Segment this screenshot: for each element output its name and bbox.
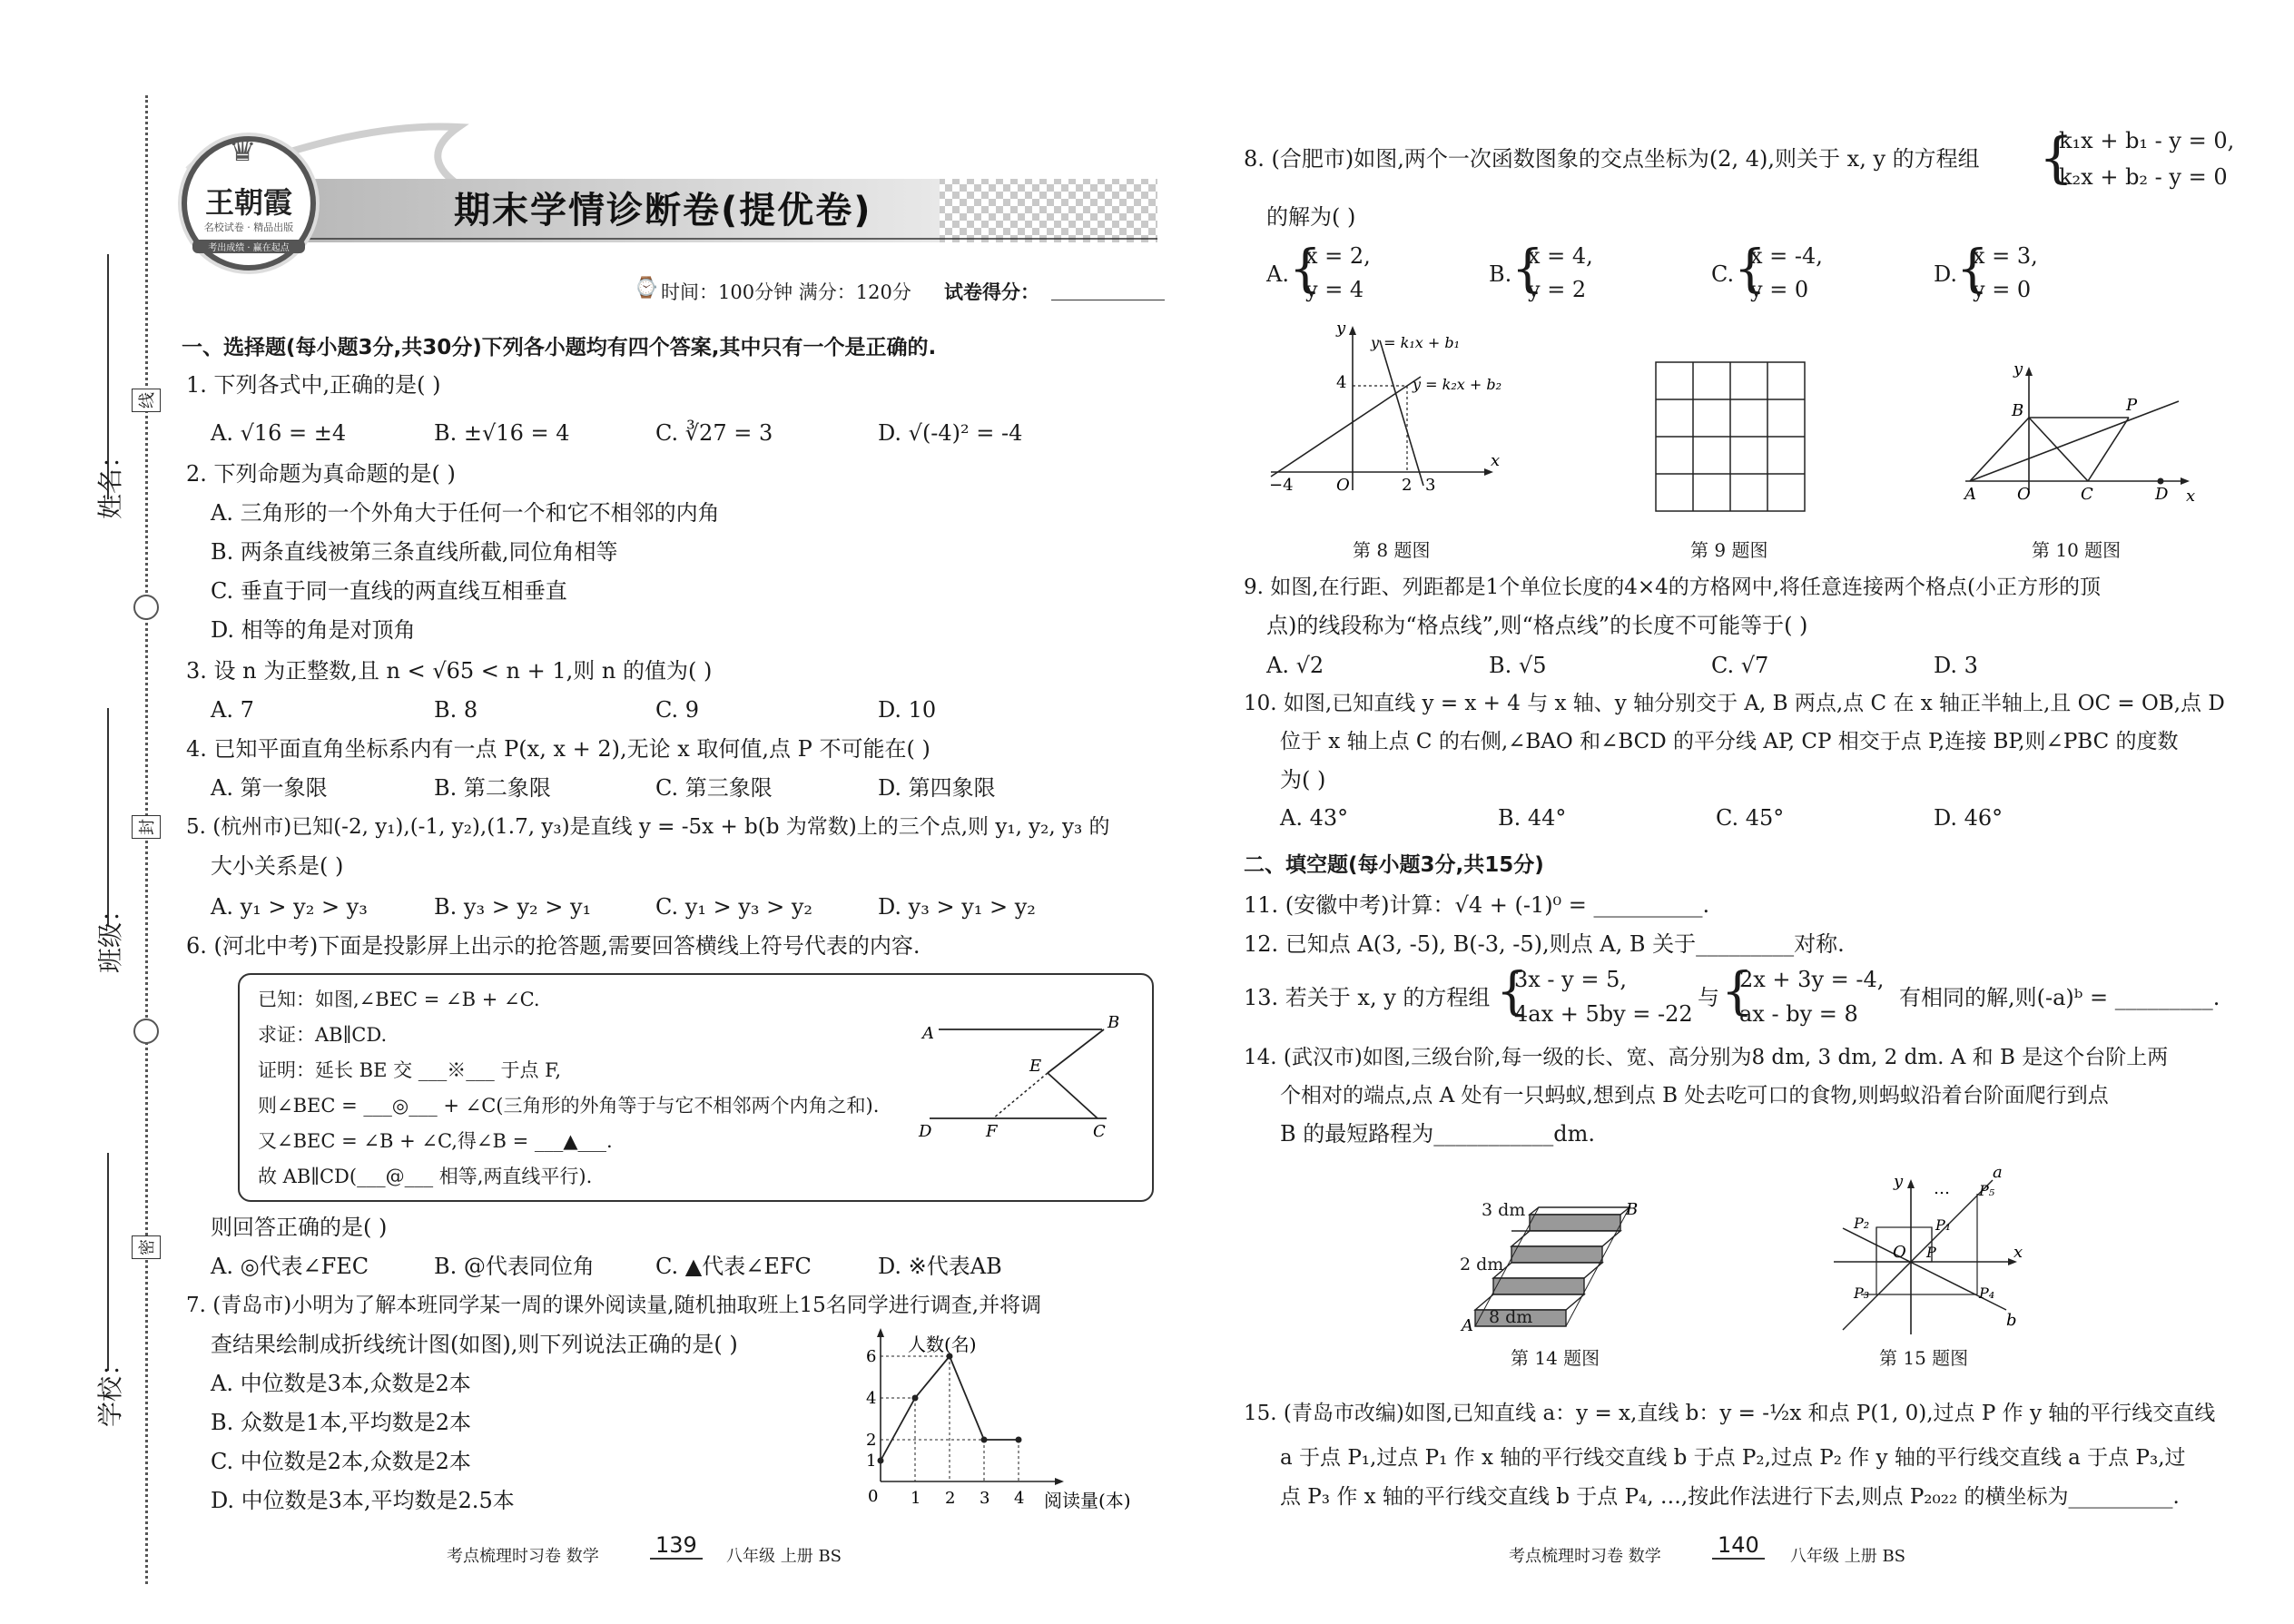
q4-option-c[interactable]: C. 第三象限	[655, 775, 773, 801]
q8-system-eq1: k₁x + b₁ - y = 0,	[2059, 128, 2235, 153]
q14-step3-top	[1530, 1207, 1629, 1215]
section2-heading: 二、填空题(每小题3分,共15分)	[1244, 853, 1544, 877]
q3-option-d[interactable]: D. 10	[878, 697, 937, 723]
q6-box-line-5: 又∠BEC = ∠B + ∠C,得∠B = ___▲___.	[258, 1130, 613, 1152]
q7-xtick-2: 2	[945, 1489, 956, 1508]
q9-option-d[interactable]: D. 3	[1934, 653, 1978, 678]
binding-circle-2	[133, 1019, 159, 1044]
q6-stem: 6. (河北中考)下面是投影屏上出示的抢答题,需要回答横线上符号代表的内容.	[186, 933, 921, 959]
q8-option-d-brace: {	[1956, 240, 1989, 299]
footer-left-text: 考点梳理时习卷 数学	[447, 1547, 599, 1566]
q7-xtick-1: 1	[911, 1489, 921, 1508]
q8-tick-3: 3	[1425, 476, 1436, 495]
q4-option-d[interactable]: D. 第四象限	[878, 775, 996, 801]
q10-option-c[interactable]: C. 45°	[1716, 805, 1785, 831]
q8-figure	[1262, 313, 1525, 495]
footer-right-text: 考点梳理时习卷 数学	[1509, 1547, 1661, 1566]
q14-step1-riser	[1493, 1278, 1584, 1294]
q10-line-ap	[1970, 401, 2179, 481]
q8-option-a-brace: {	[1289, 240, 1322, 299]
q6-line-ec	[1048, 1073, 1098, 1118]
q6-option-b[interactable]: B. @代表同位角	[434, 1254, 595, 1279]
logo-motto: 考出成绩 · 赢在起点	[192, 240, 305, 253]
q5-stem: 5. (杭州市)已知(-2, y₁),(-1, y₂),(1.7, y₃)是直线 y = -5x + b(b 为常数)上的三个点,则 y₁, y₂, y₃ 的	[186, 815, 1110, 839]
q10-stem-cont: 位于 x 轴上点 C 的右侧,∠BAO 和∠BCD 的平分线 AP, CP 相交于点 P,连接 BP,则∠PBC 的度数	[1280, 730, 2179, 753]
q4-option-b[interactable]: B. 第二象限	[434, 775, 551, 801]
q5-option-a[interactable]: A. y₁ > y₂ > y₃	[211, 894, 368, 920]
q8-option-d-y: y = 0	[1973, 277, 2032, 302]
q9-grid-figure	[1652, 359, 1811, 517]
q10-label-c: C	[2081, 485, 2093, 504]
q8-tick-neg4: −4	[1269, 476, 1294, 495]
q14-dim-8dm: 8 dm	[1489, 1307, 1533, 1327]
binding-rule-class	[107, 708, 109, 926]
q15-line-a	[1843, 1180, 1993, 1330]
q13-mid: 与	[1698, 985, 1719, 1010]
q5-option-b[interactable]: B. y₃ > y₂ > y₁	[434, 894, 592, 920]
q8-option-d-x: x = 3,	[1973, 243, 2038, 269]
footer-right-tail: 八年级 上册 BS	[1790, 1547, 1906, 1566]
q8-option-b-brace: {	[1511, 240, 1544, 299]
q15-label-p3: P₃	[1854, 1284, 1870, 1302]
q6-ask: 则回答正确的是( )	[211, 1215, 388, 1240]
q1-option-d[interactable]: D. √(-4)² = -4	[878, 420, 1023, 446]
q6-box-line-1: 已知：如图,∠BEC = ∠B + ∠C.	[258, 989, 540, 1010]
q6-label-f: F	[986, 1122, 998, 1138]
q15-label-p5: P₅	[1979, 1182, 1995, 1199]
q6-box-line-3: 证明：延长 BE 交 ___※___ 于点 F,	[258, 1059, 562, 1081]
q1-stem: 1. 下列各式中,正确的是( )	[186, 372, 441, 398]
q8-label-line2: y = k₂x + b₂	[1413, 376, 1501, 393]
q15-y-arrow	[1907, 1179, 1915, 1188]
q6-box-line-2: 求证：AB∥CD.	[258, 1024, 388, 1046]
fig14-caption: 第 14 题图	[1511, 1347, 1600, 1369]
q5-option-c[interactable]: C. y₁ > y₃ > y₂	[655, 894, 813, 920]
q15-label-b: b	[2006, 1311, 2017, 1330]
q7-point-4	[1016, 1437, 1022, 1443]
q10-line-ab	[1970, 418, 2029, 481]
q8-option-c-brace: {	[1734, 240, 1767, 299]
q14-stem-cont: 个相对的端点,点 A 处有一只蚂蚁,想到点 B 处去吃可口的食物,则蚂蚁沿着台阶面爬行到点	[1280, 1084, 2109, 1107]
footer-left-tail: 八年级 上册 BS	[726, 1547, 842, 1566]
q6-option-d[interactable]: D. ※代表AB	[878, 1254, 1002, 1279]
fig10-caption: 第 10 题图	[2032, 539, 2122, 561]
q10-stem: 10. 如图,已知直线 y = x + 4 与 x 轴、y 轴分别交于 A, B 两点,点 C 在 x 轴正半轴上,且 OC = OB,点 D	[1244, 692, 2225, 715]
logo-badge	[182, 133, 316, 271]
q13-post: 有相同的解,则(-a)ᵇ = _________.	[1899, 985, 2220, 1010]
q6-label-a: A	[922, 1024, 934, 1043]
q15-stem: 15. (青岛市改编)如图,已知直线 a：y = x,直线 b：y = -½x 和点 P(1, 0),过点 P 作 y 轴的平行线交直线	[1244, 1402, 2216, 1425]
q4-stem: 4. 已知平面直角坐标系内有一点 P(x, x + 2),无论 x 取何值,点 P 不可能在( )	[186, 736, 930, 762]
logo-sub: 名校试卷 · 精品出版	[203, 221, 294, 233]
q10-line-cp	[2088, 418, 2129, 481]
q4-option-a[interactable]: A. 第一象限	[211, 775, 328, 801]
q5-stem-cont: 大小关系是( )	[211, 853, 344, 879]
q8-line-2	[1380, 340, 1423, 486]
q13-pre: 13. 若关于 x, y 的方程组	[1244, 985, 1491, 1010]
q15-label-a: a	[1993, 1166, 2003, 1182]
q8-option-b-letter: B.	[1489, 261, 1512, 287]
q8-label-line1: y = k₁x + b₁	[1371, 334, 1460, 351]
q9-option-c[interactable]: C. √7	[1711, 653, 1769, 678]
q2-stem: 2. 下列命题为真命题的是( )	[186, 461, 456, 487]
school-label: 学校：	[95, 1350, 126, 1428]
q10-y-arrow	[2025, 367, 2033, 376]
class-label: 班级：	[95, 896, 126, 974]
q15-label-p2: P₂	[1854, 1215, 1870, 1232]
q15-stem-cont: a 于点 P₁,过点 P₁ 作 x 轴的平行线交直线 b 于点 P₂,过点 P₂ 作 y 轴的平行线交直线 a 于点 P₃,过	[1280, 1446, 2186, 1470]
q8-tick-o: O	[1336, 476, 1350, 495]
q2-option-b[interactable]: B. 两条直线被第三条直线所截,同位角相等	[211, 539, 618, 565]
q6-line-be	[1048, 1029, 1104, 1073]
q13-sys1-eq1: 3x - y = 5,	[1514, 967, 1627, 992]
q7-xtick-3: 3	[980, 1489, 990, 1508]
q6-option-a[interactable]: A. ◎代表∠FEC	[211, 1254, 369, 1279]
q10-line-bc	[2029, 418, 2088, 481]
fig8-caption: 第 8 题图	[1353, 539, 1431, 561]
q8-option-a-y: y = 4	[1305, 277, 1364, 302]
binding-rule-school	[107, 1153, 109, 1371]
footer-right-page: 140	[1712, 1532, 1765, 1560]
exam-meta: 时间：100分钟 满分：120分	[661, 281, 911, 303]
q5-option-d[interactable]: D. y₃ > y₁ > y₂	[878, 894, 1036, 920]
q9-option-a[interactable]: A. √2	[1266, 653, 1324, 678]
q14-step3-riser	[1530, 1215, 1620, 1231]
q10-x-arrow	[2181, 477, 2190, 485]
q14-stem: 14. (武汉市)如图,三级台阶,每一级的长、宽、高分别为8 dm, 3 dm, 2 dm. A 和 B 是这个台阶上两	[1244, 1046, 2169, 1069]
q6-line-ef	[993, 1073, 1048, 1118]
q7-option-a[interactable]: A. 中位数是3本,众数是2本	[211, 1371, 471, 1396]
q7-option-d[interactable]: D. 中位数是3本,平均数是2.5本	[211, 1488, 515, 1513]
q1-option-c[interactable]: C. ∛27 = 3	[655, 420, 773, 446]
q15-label-p4: P₄	[1979, 1284, 1995, 1302]
q9-option-b[interactable]: B. √5	[1489, 653, 1547, 678]
q10-option-b[interactable]: B. 44°	[1498, 805, 1567, 831]
q15-label-p1: P₁	[1935, 1216, 1952, 1234]
q10-label-a: A	[1964, 485, 1976, 504]
q10-figure	[1961, 354, 2206, 513]
q8-option-c-letter: C.	[1711, 261, 1735, 287]
q7-ytick-4: 4	[866, 1389, 877, 1408]
q14-step2-tread	[1511, 1231, 1620, 1246]
q13-brace-1: {	[1496, 962, 1529, 1021]
binding-circle-1	[133, 595, 159, 620]
q6-label-d: D	[919, 1122, 932, 1138]
q8-x-label: x	[1491, 451, 1501, 470]
q7-xtick-4: 4	[1014, 1489, 1025, 1508]
q15-label-o: O	[1893, 1243, 1906, 1262]
q7-line-chart	[853, 1325, 1162, 1521]
q7-point-1	[912, 1395, 919, 1402]
q10-label-d: D	[2155, 485, 2169, 504]
q10-stem-cont2: 为( )	[1280, 767, 1326, 792]
q7-ytick-1: 1	[866, 1452, 877, 1471]
q10-point-d	[2158, 478, 2164, 485]
q14-label-a: A	[1462, 1316, 1473, 1335]
q6-box-line-4: 则∠BEC = ___◎___ + ∠C(三角形的外角等于与它不相邻两个内角之和).	[258, 1095, 880, 1117]
fig15-caption: 第 15 题图	[1879, 1347, 1969, 1369]
q12-stem: 12. 已知点 A(3, -5), B(-3, -5),则点 A, B 关于_________对称.	[1244, 931, 1845, 957]
q8-option-a-letter: A.	[1266, 261, 1289, 287]
q13-sys2-eq1: 2x + 3y = -4,	[1739, 967, 1885, 992]
footer-left-page: 139	[650, 1532, 703, 1560]
q11-stem: 11. (安徽中考)计算：√4 + (-1)⁰ = __________.	[1244, 892, 1710, 918]
q13-brace-2: {	[1721, 962, 1754, 1021]
q15-label-dots: …	[1934, 1179, 1950, 1198]
q13-sys2-eq2: ax - by = 8	[1739, 1001, 1858, 1027]
q7-stem: 7. (青岛市)小明为了解本班同学某一周的课外阅读量,随机抽取班上15名同学进行调查,并将调	[186, 1294, 1042, 1317]
q6-label-e: E	[1029, 1057, 1042, 1076]
q8-stem-cont: 的解为( )	[1266, 204, 1356, 230]
q10-option-a[interactable]: A. 43°	[1280, 805, 1349, 831]
crown-icon: ♛	[229, 133, 257, 169]
q14-stem-cont2: B 的最短路程为___________dm.	[1280, 1121, 1596, 1147]
q15-label-p: P	[1926, 1244, 1936, 1261]
q10-label-b: B	[2012, 401, 2024, 420]
seal-char-feng: 封	[132, 815, 161, 839]
q15-figure	[1825, 1166, 2043, 1343]
q14-step2-riser	[1511, 1246, 1602, 1263]
q2-option-c[interactable]: C. 垂直于同一直线的两直线互相垂直	[211, 578, 567, 604]
q7-option-c[interactable]: C. 中位数是2本,众数是2本	[211, 1449, 471, 1474]
seal-char-xian: 线	[132, 389, 161, 412]
q7-ytick-6: 6	[866, 1347, 877, 1366]
q6-box-line-6: 故 AB∥CD(___@___ 相等,两直线平行).	[258, 1166, 593, 1187]
fig9-caption: 第 9 题图	[1690, 539, 1768, 561]
q15-y-label: y	[1894, 1172, 1904, 1191]
q14-step1-tread	[1493, 1263, 1602, 1278]
q10-x-label: x	[2186, 487, 2196, 506]
q10-option-d[interactable]: D. 46°	[1934, 805, 2004, 831]
q8-tick-4: 4	[1336, 373, 1347, 392]
binding-dotted-line	[145, 95, 148, 1584]
q14-label-b: B	[1626, 1200, 1639, 1219]
q6-label-b: B	[1108, 1013, 1120, 1032]
seal-char-mi: 密	[132, 1235, 161, 1259]
q8-y-arrow	[1349, 326, 1356, 335]
q8-system-brace: {	[2039, 126, 2074, 190]
q8-option-b-x: x = 4,	[1528, 243, 1593, 269]
q8-option-c-x: x = -4,	[1750, 243, 1823, 269]
q8-option-b-y: y = 2	[1528, 277, 1587, 302]
q7-xlabel: 阅读量(本)	[1044, 1490, 1131, 1511]
score-label: 试卷得分：	[944, 281, 1039, 303]
q7-x-arrow	[1055, 1478, 1064, 1485]
q6-answer-box	[238, 973, 1154, 1202]
q6-option-c[interactable]: C. ▲代表∠EFC	[655, 1254, 812, 1279]
q10-y-label: y	[2013, 359, 2023, 379]
q6-label-c: C	[1093, 1122, 1106, 1138]
q1-option-b[interactable]: B. ±√16 = 4	[434, 420, 570, 446]
q8-option-a-x: x = 2,	[1305, 243, 1371, 269]
q1-option-a[interactable]: A. √16 = ±4	[211, 420, 347, 446]
q3-option-c[interactable]: C. 9	[655, 697, 700, 723]
page-title: 期末学情诊断卷(提优卷)	[454, 190, 872, 231]
q3-option-a[interactable]: A. 7	[211, 697, 254, 723]
q8-stem: 8. (合肥市)如图,两个一次函数图象的交点坐标为(2, 4),则关于 x, y 的方程组	[1244, 146, 1980, 172]
q7-xtick-0: 0	[868, 1487, 879, 1506]
q8-y-label: y	[1336, 319, 1346, 338]
q8-system-eq2: k₂x + b₂ - y = 0	[2059, 164, 2228, 190]
logo-text: 王朝霞	[204, 185, 292, 220]
q7-ylabel: 人数(名)	[908, 1334, 977, 1355]
q10-label-o: O	[2017, 485, 2031, 504]
q8-option-c-y: y = 0	[1750, 277, 1809, 302]
q7-option-b[interactable]: B. 众数是1本,平均数是2本	[211, 1410, 472, 1435]
section1-heading: 一、选择题(每小题3分,共30分)下列各小题均有四个答案,其中只有一个是正确的.	[182, 336, 937, 359]
q7-point-0	[878, 1458, 884, 1464]
q15-stem-cont2: 点 P₃ 作 x 轴的平行线交直线 b 于点 P₄, …,按此作法进行下去,则点 P₂₀₂₂ 的横坐标为__________.	[1280, 1485, 2180, 1509]
name-label: 姓名：	[95, 442, 126, 520]
q15-x-label: x	[2013, 1243, 2023, 1262]
q14-dim-3dm: 3 dm	[1482, 1200, 1526, 1220]
q7-stem-cont: 查结果绘制成折线统计图(如图),则下列说法正确的是( )	[211, 1332, 738, 1357]
q7-point-3	[981, 1437, 988, 1443]
q8-tick-2: 2	[1402, 476, 1413, 495]
q10-label-p: P	[2126, 396, 2138, 415]
q3-option-b[interactable]: B. 8	[434, 697, 478, 723]
clock-icon: ⌚	[634, 277, 659, 300]
q3-stem: 3. 设 n 为正整数,且 n < √65 < n + 1,则 n 的值为( )	[186, 658, 713, 684]
q14-dim-2dm: 2 dm	[1460, 1255, 1504, 1275]
q7-ytick-2: 2	[866, 1431, 877, 1450]
q9-stem-cont: 点)的线段称为“格点线”,则“格点线”的长度不可能等于( )	[1266, 613, 1808, 638]
q9-stem: 9. 如图,在行距、列距都是1个单位长度的4×4的方格网中,将任意连接两个格点(小正方形的顶	[1244, 576, 2102, 599]
q2-option-a[interactable]: A. 三角形的一个外角大于任何一个和它不相邻的内角	[211, 500, 720, 526]
q8-option-d-letter: D.	[1934, 261, 1958, 287]
q2-option-d[interactable]: D. 相等的角是对顶角	[211, 617, 416, 643]
q6-figure	[911, 1011, 1129, 1138]
q13-sys1-eq2: 4ax + 5by = -22	[1514, 1001, 1693, 1027]
q7-y-arrow	[877, 1328, 884, 1337]
